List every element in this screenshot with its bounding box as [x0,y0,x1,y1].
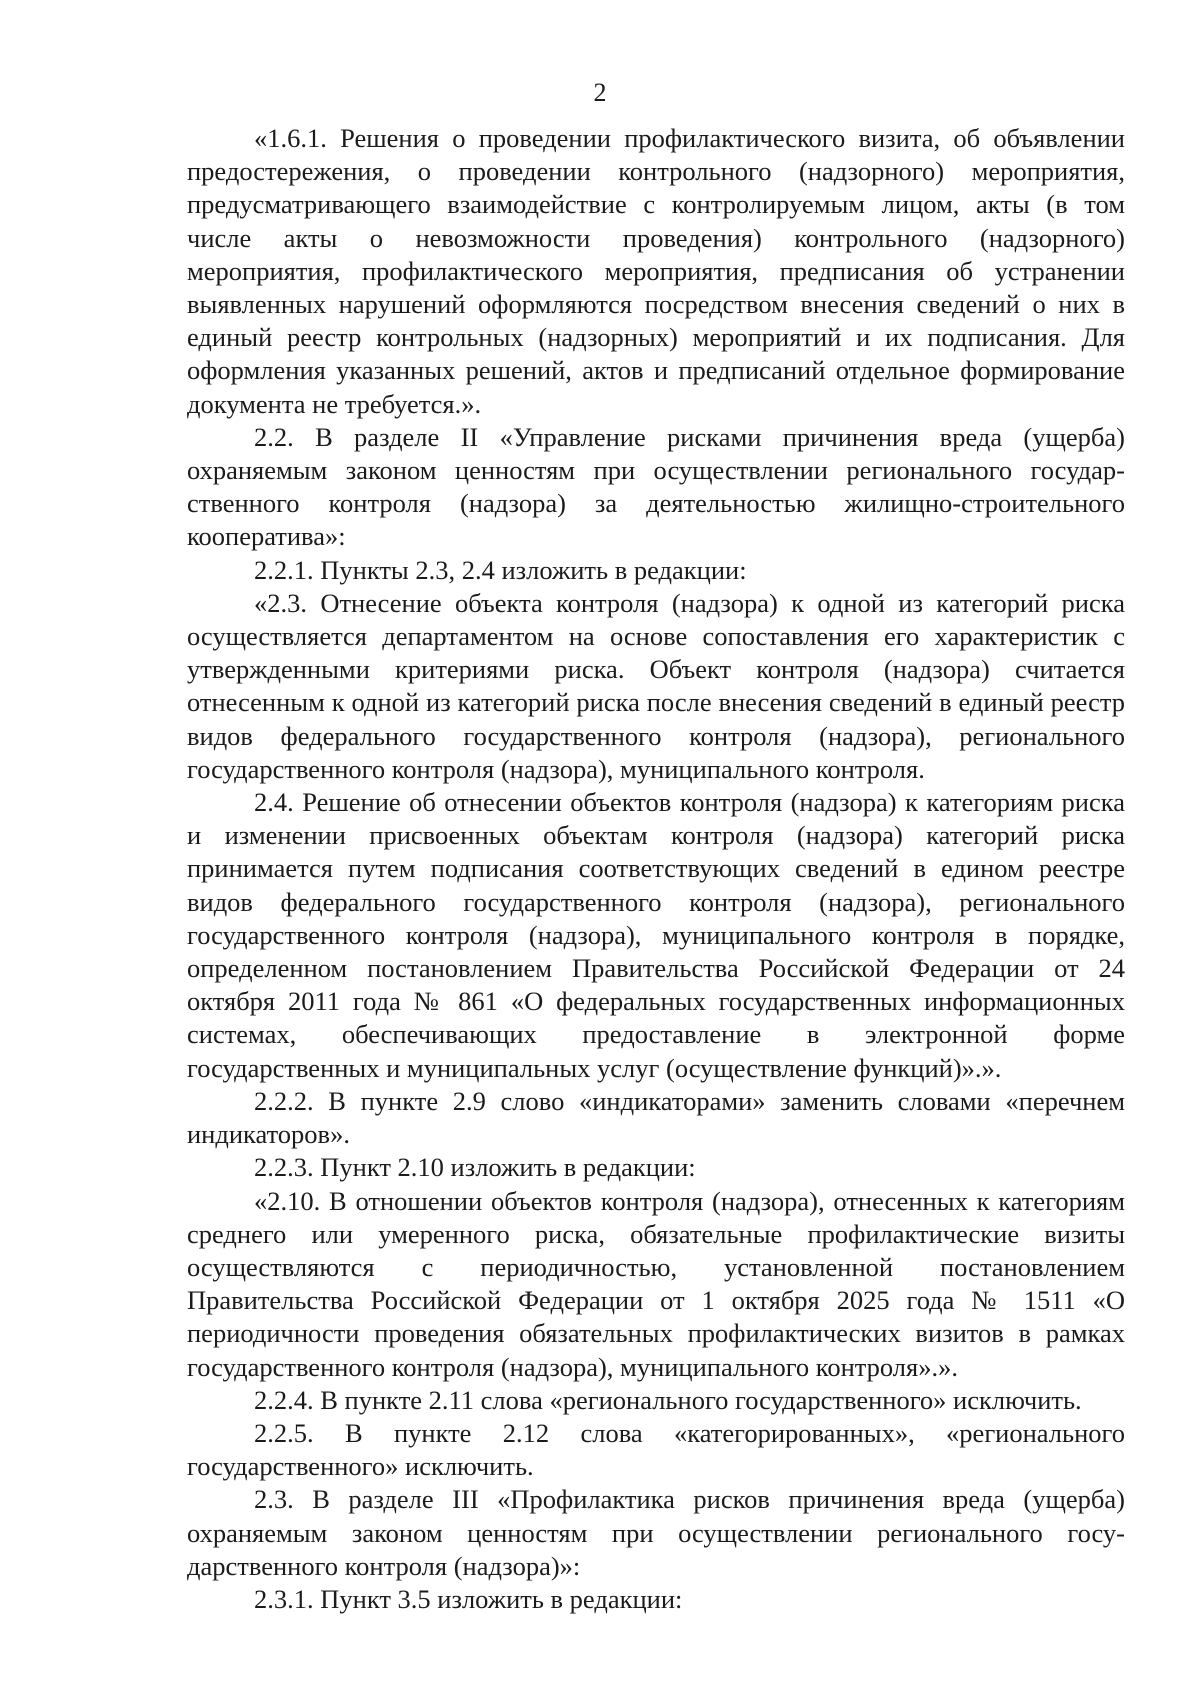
paragraph-2-2-1: 2.2.1. Пункты 2.3, 2.4 изложить в редакции: [254,554,747,585]
paragraph-2-2-5: 2.2.5. В пункте 2.12 слова «категорированных», «регионального государственного» исключить. [187,1417,1125,1482]
paragraph-2-4-quoted: 2.4. Решение об отнесении объектов контроля (надзора) к категориям риска и изменении присвоенных объектам контроля (надзора) категорий риска принимается путем подписания соответствующих сведений в едином реестре видов федерального государственного контроля (надзора), регионального государственного контроля (надзора), муниципального контроля в порядке, определенном постановлением Правительства Российской Федерации от 24 октября 2011 года № 861 «О федеральных государственных информационных системах, обеспечивающих предоставление в электронной форме государственных и муниципальных услуг (осуществление функций)».». [187,787,1125,1083]
paragraph-2-2: 2.2. В разделе II «Управление рисками причинения вреда (ущерба) охраняемым законом ценностям при осуществлении регионального государственного контроля (надзора) за деятельностью жилищно-строительного кооператива»: [187,421,1125,552]
paragraph-2-3-1: 2.3.1. Пункт 3.5 изложить в редакции: [254,1583,683,1614]
page-number: 2 [593,78,607,107]
paragraph-2-3-quoted: «2.3. Отнесение объекта контроля (надзора) к одной из категорий риска осуществляется департаментом на основе сопоставления его характеристик с утвержденными критериями риска. Объект контроля (надзора) считается отнесенным к одной из категорий риска после внесения сведений в единый реестр видов федерального государственного контроля (надзора), регионального государственного контроля (надзора), муниципального контроля. [187,587,1125,784]
paragraph-2-2-3: 2.2.3. Пункт 2.10 изложить в редакции: [254,1152,696,1183]
document-body [187,122,1125,1616]
paragraph-2-2-4: 2.2.4. В пункте 2.11 слова «регионального государственного» исключить. [254,1384,1082,1415]
paragraph-1-6-1: «1.6.1. Решения о проведении профилактического визита, об объявлении предостережения, о проведении контрольного (надзорного) мероприятия, предусматривающего взаимодействие с контролируемым лицом, акты (в том числе акты о невозможности проведения) контрольного (надзорного) мероприятия, профилактического мероприятия, предписания об устранении выявленных нарушений оформляются посредством внесения сведений о них в единый реестр контрольных (надзорных) мероприятий и их подписания. Для оформления указанных решений, актов и предписаний отдельное формирование документа не требуется.». [187,123,1125,419]
paragraph-2-2-2: 2.2.2. В пункте 2.9 слово «индикаторами» заменить словами «перечнем индикаторов». [187,1085,1125,1150]
paragraph-2-10-quoted: «2.10. В отношении объектов контроля (надзора), отнесенных к категориям среднего или умеренного риска, обязательные профилактические визиты осуществляются с периодичностью, установленной постановлением Правительства Российской Федерации от 1 октября 2025 года № 1511 «О периодичности проведения обязательных профилактических визитов в рамках государственного контроля (надзора), муниципального контроля».». [187,1185,1125,1382]
paragraph-2-3: 2.3. В разделе III «Профилактика рисков причинения вреда (ущерба) охраняемым законом ценностям при осуществлении регионального государственного контроля (надзора)»: [187,1484,1125,1581]
